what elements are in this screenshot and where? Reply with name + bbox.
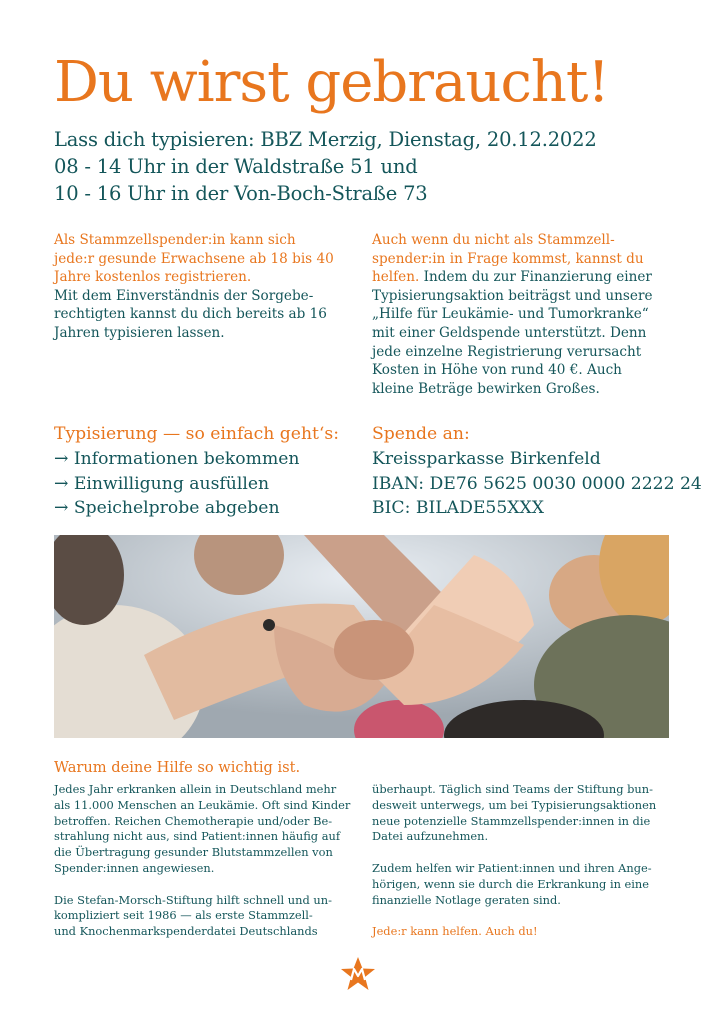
left-highlight-line: jede:r gesunde Erwachsene ab 18 bis 40 bbox=[54, 250, 334, 267]
left-highlight-line: Jahre kostenlos registrieren. bbox=[54, 269, 252, 286]
right-text-line: jede einzelne Registrierung verursacht bbox=[372, 343, 642, 360]
why-right-line: Zudem helfen wir Patient:innen und ihren Ange- bbox=[372, 860, 652, 875]
why-right-line: desweit unterwegs, um bei Typisierungsaktionen bbox=[372, 797, 657, 812]
typing-steps bbox=[54, 422, 339, 521]
donation-info bbox=[372, 422, 702, 521]
right-text-line: kleine Beträge bewirken Großes. bbox=[372, 380, 600, 397]
why-left-line: Die Stefan-Morsch-Stiftung hilft schnell und un- bbox=[54, 892, 332, 907]
subtitle-line-2: 08 - 14 Uhr in der Waldstraße 51 und bbox=[54, 155, 418, 178]
why-left-line: und Knochenmarkspenderdatei Deutschlands bbox=[54, 924, 318, 939]
right-text-line: Typisierungsaktion beiträgst und unsere bbox=[372, 287, 653, 304]
why-right-line: finanzielle Notlage geraten sind. bbox=[372, 892, 561, 907]
why-right-line: hörigen, wenn sie durch die Erkrankung in eine bbox=[372, 876, 650, 891]
why-left-line: kompliziert seit 1986 — als erste Stammzell- bbox=[54, 908, 313, 923]
why-closing: Jede:r kann helfen. Auch du! bbox=[372, 924, 538, 939]
why-right-line: überhaupt. Täglich sind Teams der Stiftung bun- bbox=[372, 782, 653, 796]
why-title: Warum deine Hilfe so wichtig ist. bbox=[54, 759, 301, 776]
left-text-line: rechtigten kannst du dich bereits ab 16 bbox=[54, 306, 327, 323]
right-text-line: spender:in in Frage kommst, kannst du bbox=[372, 250, 644, 267]
right-text-line: helfen. Indem du zur Finanzierung einer bbox=[372, 269, 652, 286]
donation-bank: Kreissparkasse Birkenfeld bbox=[372, 448, 601, 469]
right-text-line: Kosten in Höhe von rund 40 €. Auch bbox=[372, 362, 622, 379]
why-left-line: als 11.000 Menschen an Leukämie. Oft sind Kinder bbox=[54, 797, 351, 812]
right-text-line: „Hilfe für Leukämie- und Tumorkranke“ bbox=[372, 306, 649, 323]
subtitle-line-1: Lass dich typisieren: BBZ Merzig, Dienstag, 20.12.2022 bbox=[54, 128, 597, 151]
why-left-line: die Übertragung gesunder Blutstammzellen von bbox=[54, 845, 333, 860]
why-right-column bbox=[372, 782, 672, 940]
left-text-line: Mit dem Einverständnis der Sorgebe- bbox=[54, 287, 314, 304]
star-m-logo-icon bbox=[340, 956, 376, 992]
why-left-line: strahlung nicht aus, sind Patient:innen häufig auf bbox=[54, 829, 341, 844]
donation-bic: BIC: BILADE55XXX bbox=[372, 498, 544, 519]
page-headline: Du wirst gebraucht! bbox=[54, 50, 609, 115]
step-item: → Speichelprobe abgeben bbox=[54, 498, 280, 519]
right-intro-column bbox=[372, 231, 672, 398]
right-text-line: Auch wenn du nicht als Stammzell- bbox=[372, 232, 615, 248]
left-highlight-line: Als Stammzellspender:in kann sich bbox=[54, 232, 296, 248]
step-item: → Einwilligung ausfüllen bbox=[54, 473, 270, 494]
photo-illustration bbox=[54, 535, 669, 738]
left-intro-column bbox=[54, 231, 354, 343]
subtitle-line-3: 10 - 16 Uhr in der Von-Boch-Straße 73 bbox=[54, 182, 428, 205]
step-item: → Informationen bekommen bbox=[54, 448, 300, 469]
donation-title: Spende an: bbox=[372, 424, 470, 444]
why-left-line: Jedes Jahr erkranken allein in Deutschland mehr bbox=[54, 782, 337, 796]
right-text-line: mit einer Geldspende unterstützt. Denn bbox=[372, 324, 647, 341]
why-left-line: betroffen. Reichen Chemotherapie und/oder Be- bbox=[54, 813, 333, 828]
why-right-line: neue potenzielle Stammzellspender:innen in die bbox=[372, 813, 651, 828]
why-right-line: Datei aufzunehmen. bbox=[372, 829, 489, 844]
why-left-column bbox=[54, 782, 354, 940]
why-left-line: Spender:innen angewiesen. bbox=[54, 860, 215, 875]
hands-stacked-photo bbox=[54, 535, 669, 738]
donation-iban: IBAN: DE76 5625 0030 0000 2222 24 bbox=[372, 473, 702, 494]
left-text-line: Jahren typisieren lassen. bbox=[54, 324, 225, 341]
steps-title: Typisierung — so einfach geht‘s: bbox=[54, 424, 339, 444]
